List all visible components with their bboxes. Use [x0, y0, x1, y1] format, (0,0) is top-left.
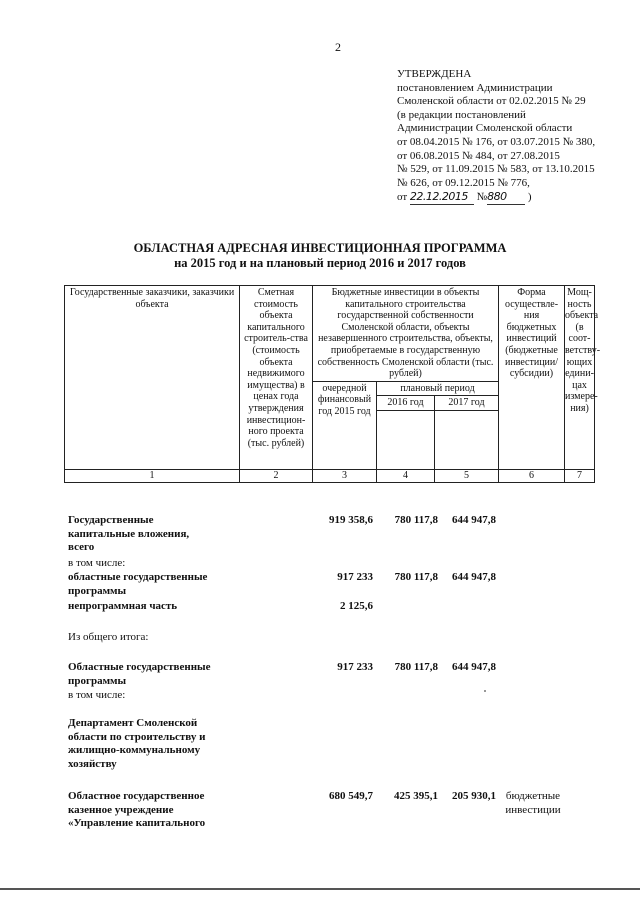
column-number: 3 [313, 469, 377, 482]
row-institution-form: бюджетные инвестиции [505, 790, 561, 816]
approval-line: № 529, от 11.09.2015 № 583, от 13.10.2015 [397, 163, 595, 176]
header-year-2016: 2016 год [377, 396, 435, 411]
header-planned-period: плановый период [377, 381, 499, 396]
approval-last-suffix: ) [527, 191, 532, 204]
row-regional-2015: 917 233 [337, 661, 373, 673]
row-total-2015: 919 358,6 [329, 514, 373, 526]
approval-line: УТВЕРЖДЕНА [397, 68, 472, 80]
scan-speck [484, 690, 486, 692]
approval-last-no: № [476, 191, 488, 204]
handwritten-number: 880 [487, 190, 525, 205]
handwritten-date: 22.12.2015 [410, 190, 474, 205]
header-current-year: очередной финансовый год 2015 год [313, 381, 377, 469]
row-programs-2017: 644 947,8 [452, 571, 496, 583]
approval-last-prefix: от [397, 191, 408, 204]
header-budget-investments: Бюджетные инвестиции в объекты капитального строительства государственной собственности Смоленской области, объекты незавершенного строительства, объекты, приобретаемые в государственную собственность Смоленской области (тыс. рублей) [313, 286, 499, 382]
approval-line: Администрации Смоленской области [397, 122, 573, 135]
approval-line: от 06.08.2015 № 484, от 27.08.2015 [397, 149, 560, 162]
column-number: 4 [377, 469, 435, 482]
approval-last-line [397, 190, 595, 205]
row-total-2016: 780 117,8 [394, 514, 438, 526]
including-label: в том числе: [68, 557, 126, 569]
row-programs-label: областные государственные программы [68, 571, 208, 597]
row-regional-label: Областные государственные программы [68, 661, 211, 687]
approval-line: № 626, от 09.12.2015 № 776, [397, 176, 530, 189]
row-institution-2015: 680 549,7 [329, 790, 373, 802]
header-spacer [435, 410, 499, 469]
row-programs-2015: 917 233 [337, 571, 373, 583]
row-total-label: Государственные капитальные вложения, всего [68, 514, 190, 554]
approval-line: от 08.04.2015 № 176, от 03.07.2015 № 380, [397, 135, 596, 148]
header-investment-form: Форма осуществле-ния бюджетных инвестиций (бюджетные инвестиции/ субсидии) [499, 286, 565, 470]
column-number: 5 [435, 469, 499, 482]
header-capacity: Мощ-ность объекта (в соот-ветству-ющих едини-цах измере-ния) [565, 286, 595, 470]
row-nonprog-2015: 2 125,6 [340, 600, 373, 612]
header-year-2017: 2017 год [435, 396, 499, 411]
document-title: ОБЛАСТНАЯ АДРЕСНАЯ ИНВЕСТИЦИОННАЯ ПРОГРАММА [133, 241, 507, 255]
row-institution-2017: 205 930,1 [452, 790, 496, 802]
including-label: в том числе: [68, 689, 126, 701]
row-nonprog-label: непрограммная часть [68, 600, 178, 612]
row-regional-2017: 644 947,8 [452, 661, 496, 673]
department-label: Департамент Смоленской области по строительству и жилищно-коммунальному хозяйству [68, 717, 206, 770]
header-spacer [377, 410, 435, 469]
document-subtitle: на 2015 год и на плановый период 2016 и 2017 годов [174, 256, 466, 270]
approval-line: (в редакции постановлений [397, 108, 526, 121]
column-number: 1 [65, 469, 240, 482]
page-number: 2 [335, 40, 341, 54]
row-programs-2016: 780 117,8 [394, 571, 438, 583]
header-estimated-cost: Сметная стоимость объекта капитального строитель-ства (стоимость объекта недвижимого имущества) в ценах года утверждения инвестицион-ного проекта (тыс. рублей) [240, 286, 313, 470]
row-regional-2016: 780 117,8 [394, 661, 438, 673]
header-customers: Государственные заказчики, заказчики объекта [65, 286, 240, 470]
approval-line: постановлением Администрации [397, 81, 553, 94]
approval-line: Смоленской области от 02.02.2015 № 29 [397, 95, 586, 108]
column-number: 2 [240, 469, 313, 482]
page-bottom-edge [0, 888, 640, 890]
row-total-2017: 644 947,8 [452, 514, 496, 526]
column-number: 7 [565, 469, 595, 482]
column-number: 6 [499, 469, 565, 482]
row-institution-2016: 425 395,1 [394, 790, 438, 802]
of-total-label: Из общего итога: [68, 631, 149, 643]
approval-stamp [397, 68, 595, 205]
program-table-header [64, 285, 601, 483]
row-institution-label: Областное государственное казенное учреждение «Управление капитального [68, 790, 206, 830]
